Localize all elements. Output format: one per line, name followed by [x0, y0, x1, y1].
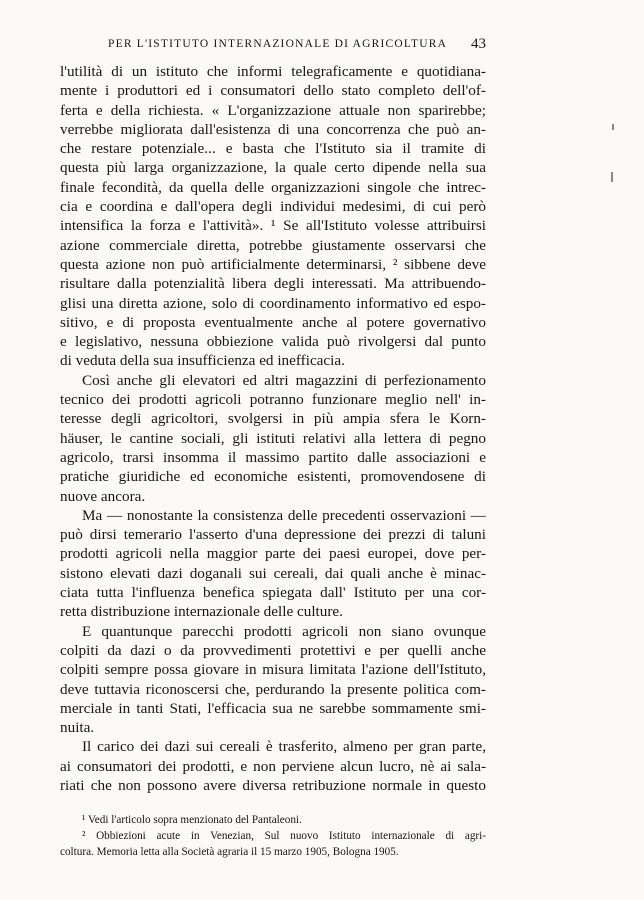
- text-line: E quantunque parecchi prodotti agricoli non siano ovunque: [82, 622, 486, 640]
- text-line: e legislativo, nessuna obbiezione valida può rivolgersi dal punto: [60, 333, 486, 351]
- text-line: colpiti da dazi o da provvedimenti protettivi e per quelli anche: [60, 641, 486, 659]
- text-line: intensifica la forza e l'attività». ¹ Se all'Istituto volesse attribuirsi: [60, 217, 486, 235]
- text-line: colpiti sempre possa giovare in misura limitata l'azione dell'Istituto,: [60, 661, 486, 679]
- text-line: ferta e della richiesta. « L'organizzazione attuale non sparirebbe;: [60, 101, 486, 119]
- text-line: finale fecondità, da quella delle organizzazioni singole che intrec-: [60, 178, 486, 196]
- text-line: pratiche giuridiche ed economiche esistenti, promovendosene di: [60, 468, 486, 486]
- paragraph: [60, 737, 486, 795]
- text-line: mente i produttori ed i consumatori dello stato completo dell'of-: [60, 82, 486, 100]
- text-line: tecnico dei prodotti agricoli potranno funzionare meglio nell' in-: [60, 391, 486, 409]
- footnote-line: ¹ Vedi l'articolo sopra menzionato del Pantaleoni.: [82, 814, 302, 827]
- text-line: Il carico dei dazi sui cereali è trasferito, almeno per gran parte,: [82, 738, 486, 756]
- footnote: [60, 812, 486, 828]
- text-line: sistono elevati dazi doganali sui cereali, dai quali anche è minac-: [60, 564, 486, 582]
- text-line: può dirsi temerario l'asserto d'una depressione dei prezzi di taluni: [60, 526, 486, 544]
- text-line: questa più larga organizzazione, la quale certo dipende nella sua: [60, 159, 486, 177]
- main-text: [60, 62, 486, 795]
- text-line: merciale in tanti Stati, l'efficacia sua ne sarebbe sommamente smi-: [60, 699, 486, 717]
- text-line: Ma — nonostante la consistenza delle precedenti osservazioni —: [82, 506, 486, 524]
- text-line: teresse degli agricoltori, svolgersi in più ampia sfera le Korn-: [60, 410, 486, 428]
- running-title: PER L'ISTITUTO INTERNAZIONALE DI AGRICOLTURA: [108, 38, 448, 50]
- text-line: l'utilità di un istituto che informi telegraficamente e quotidiana-: [60, 63, 486, 80]
- text-line: risultare dalla potenzialità libera degli interessati. Ma attribuendo-: [60, 275, 486, 293]
- text-line: Così anche gli elevatori ed altri magazzini di perfezionamento: [82, 371, 486, 389]
- text-line: agricolo, trarsi insomma il massimo partito dalle associazioni e: [60, 448, 486, 466]
- footnote-line: coltura. Memoria letta alla Società agraria il 15 marzo 1905, Bologna 1905.: [60, 846, 399, 859]
- text-line: cia e coordina e dall'opera degli individui medesimi, di cui però: [60, 198, 486, 216]
- text-line: prodotti agricoli nella maggior parte dei paesi europei, dove per-: [60, 545, 486, 563]
- text-line: questa azione non può artificialmente determinarsi, ² sibbene deve: [60, 255, 486, 273]
- footnotes: [60, 812, 486, 860]
- footnote-line: ² Obbiezioni acute in Venezian, Sul nuovo Istituto internazionale di agri-: [82, 830, 486, 843]
- paragraph: [60, 622, 486, 738]
- text-line: nuove ancora.: [60, 487, 146, 505]
- text-line: riati che non possono avere diversa retribuzione normale in questo: [60, 776, 486, 794]
- text-line: ciata tutta l'influenza benefica spiegata dall' Istituto per una cor-: [60, 584, 486, 602]
- paragraph: [60, 62, 486, 371]
- text-line: glisi una diretta azione, solo di coordinamento informativo ed espo-: [60, 294, 486, 312]
- text-line: deve tuttavia riconoscersi che, perdurando la presente politica com-: [60, 680, 486, 698]
- text-line: retta distribuzione internazionale delle culture.: [60, 603, 343, 621]
- page-number: 43: [471, 36, 486, 52]
- text-line: verrebbe migliorata dall'esistenza di una concorrenza che può an-: [60, 120, 486, 138]
- margin-mark: [612, 124, 614, 130]
- text-line: häuser, le cantine sociali, gli istituti relativi alla lettera di pegno: [60, 429, 486, 447]
- text-line: azione commerciale diretta, potrebbe giustamente osservarsi che: [60, 236, 486, 254]
- margin-mark: [611, 172, 613, 182]
- book-page: [60, 36, 486, 860]
- footnote: [60, 828, 486, 860]
- text-line: sitivo, e di proposta eventualmente anche al potere governativo: [60, 313, 486, 331]
- text-line: di veduta della sua insufficienza ed inefficacia.: [60, 352, 345, 370]
- text-line: che restare potenziale... e basta che l'Istituto sia il tramite di: [60, 140, 486, 158]
- text-line: ai consumatori dei prodotti, e non perviene alcun lucro, nè ai sala-: [60, 757, 486, 775]
- text-line: nuita.: [60, 719, 95, 737]
- paragraph: [60, 371, 486, 506]
- running-header: [60, 36, 486, 56]
- paragraph: [60, 506, 486, 622]
